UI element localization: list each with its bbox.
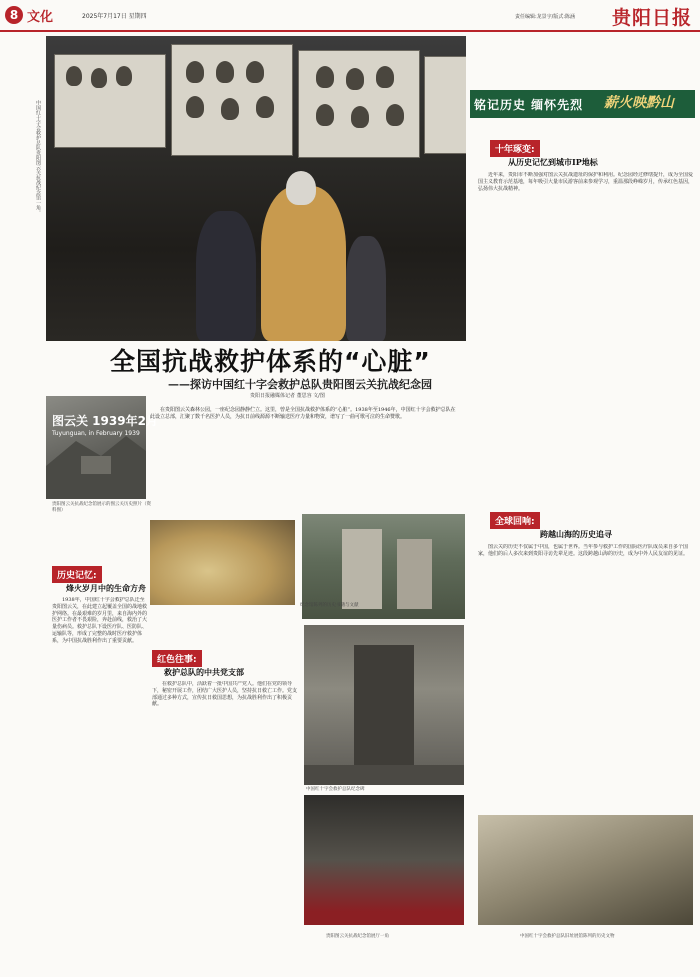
- caption-exhibit: 贵阳图云关抗战纪念馆展厅一角: [326, 934, 389, 939]
- editor-credit: 责任编辑:龙景宇/版式:陈涵: [515, 14, 576, 20]
- hall-scene: [304, 625, 464, 785]
- section-body-decade: 近年来，贵阳市不断加强对图云关抗战遗址的保护和利用。纪念园经过修缮提升，成为全国爱国主义教育示范基地，每年吸引大量市民游客前来参观学习，重温那段峥嵘岁月，传承红色基因，弘扬伟大抗战精神。: [478, 172, 693, 192]
- page-number: 8: [5, 6, 23, 24]
- headline: 全国抗战救护体系的“心脏”: [110, 347, 431, 376]
- historic-photo-label-en: Tuyunguan, in February 1939: [52, 430, 140, 437]
- banner-accent: 薪火映黔山: [604, 95, 674, 111]
- section-body-history: 1938年，中国红十字会救护总队迁至贵阳图云关，在此建立起覆盖全国的战地救护网络。在最艰难的岁月里，来自海内外的医护工作者不畏艰险，奔赴前线，救治了大量伤病员。救护总队下设医疗队、医防队、运输队等，形成了完整的战时医疗救护体系，为中国抗战胜利作出了重要贡献。: [52, 597, 148, 644]
- caption-books: 纪念馆陈列的历史书籍与文献: [300, 603, 359, 608]
- caption-documents: 中国红十字会救护总队旧址展馆陈列的历史文物: [520, 934, 615, 939]
- hero-vertical-caption: 中国红十字会救护总队贵阳图云关抗战纪念馆一角。: [35, 100, 41, 215]
- photo-hall: [304, 625, 464, 785]
- masthead: 贵阳日报: [612, 7, 693, 29]
- historic-photo-label: 图云关 1939年2月: [52, 414, 158, 428]
- caption-hall: 中国红十字会救护总队纪念碑: [306, 787, 365, 792]
- section-head-history: 历史记忆:: [52, 566, 102, 583]
- photo-books: [150, 520, 295, 605]
- section-head-global: 全球回响:: [490, 512, 540, 529]
- dateline: 2025年7月17日 星期四: [82, 13, 147, 20]
- byline: 贵阳日报融媒体记者 董思容 文/图: [250, 393, 325, 399]
- historic-photo-caption: 贵阳图云关抗战纪念馆展示的图云关历史照片（资料图）: [52, 502, 151, 513]
- photo-documents: [478, 815, 693, 925]
- section-head-red: 红色往事:: [152, 650, 202, 667]
- hero-photo: [46, 36, 466, 341]
- section-head-decade: 十年琢变:: [490, 140, 540, 157]
- article-intro: 在贵阳图云关森林公园，一座纪念园静静伫立。这里，曾是全国抗战救护体系的“心脏”。1938年至1946年，中国红十字会救护总队在此设立总部，汇聚了数千名医护人员，为抗日前线源源不断输送医疗力量和物资，谱写了一曲可歌可泣的生命赞歌。: [150, 407, 456, 421]
- banner-text: 铭记历史 缅怀先烈: [474, 98, 584, 112]
- subheadline: ——探访中国红十字会救护总队贵阳图云关抗战纪念园: [168, 378, 432, 391]
- section-sub-history: 烽火岁月中的生命方舟: [66, 583, 146, 593]
- section-title: 文化: [27, 10, 54, 25]
- section-body-global: 图云关的历史不仅属于中国，也属于世界。当年参与救护工作的国际医疗队成员来自多个国家，他们的后人多次来到贵阳寻访先辈足迹。这段跨越山海的历史，成为中外人民友谊的见证。: [478, 544, 689, 557]
- section-body-red: 在救护总队中，活跃着一批中国共产党人。他们在党的领导下，秘密开展工作，团结广大医护人员，坚持抗日救亡工作。党支部通过多种方式，宣传抗日救国思想，为抗战胜利作出了积极贡献。: [152, 681, 298, 708]
- section-sub-global: 跨越山海的历史追寻: [540, 529, 612, 539]
- section-sub-red: 救护总队的中共党支部: [164, 667, 244, 677]
- photo-exhibit: [304, 795, 464, 925]
- section-sub-decade: 从历史记忆到城市IP地标: [508, 157, 598, 167]
